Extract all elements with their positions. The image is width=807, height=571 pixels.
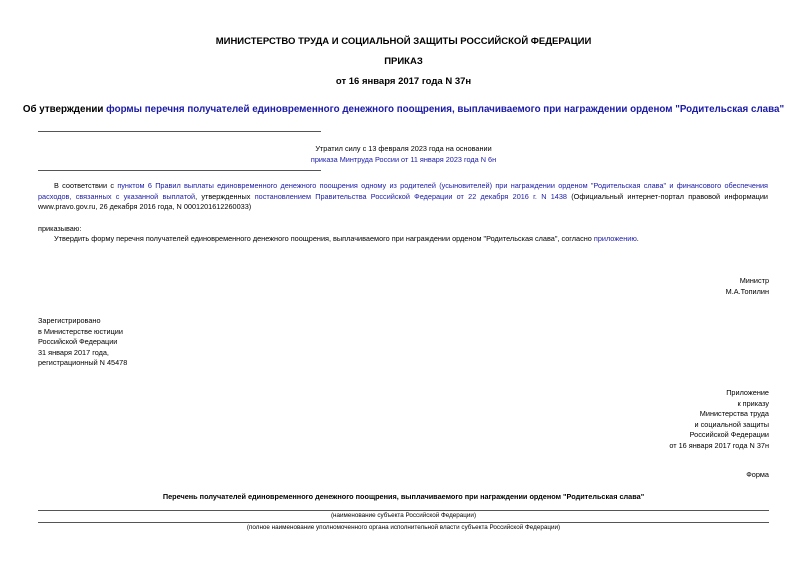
appendix-line: к приказу xyxy=(737,398,769,408)
authority-name-caption: (полное наименование уполномоченного органа исполнительной власти субъекта Российской Федерации) xyxy=(246,524,561,531)
subject-name-rule xyxy=(38,510,769,511)
status-top-rule xyxy=(38,131,321,132)
preamble-text: , утвержденных xyxy=(195,191,255,201)
doc-date-number: от 16 января 2017 года N 37н xyxy=(335,76,472,87)
ministry-heading: МИНИСТЕРСТВО ТРУДА И СОЦИАЛЬНОЙ ЗАЩИТЫ РОССИЙСКОЙ ФЕДЕРАЦИИ xyxy=(215,36,592,47)
resolution-link[interactable]: постановлением Правительства Российской Федерации от 22 декабря 2016 г. N 1438 xyxy=(254,191,567,201)
order-label: приказываю: xyxy=(38,224,82,233)
appendix-line: Российской Федерации xyxy=(689,430,769,440)
form-title: Перечень получателей единовременного денежного поощрения, выплачиваемого при награждении орденом "Родительская слава" xyxy=(162,492,645,501)
title-prefix: Об утверждении xyxy=(22,104,107,115)
preamble-text: (Официальный интернет-портал правовой информации www.pravo.gov.ru, 26 декабря 2016 года, N 0001201612260033) xyxy=(38,191,768,212)
title-form-link[interactable]: формы перечня получателей единовременного денежного поощрения, выплачиваемого при награждении орденом "Родительская слава" xyxy=(106,104,785,115)
registration-block xyxy=(38,316,127,369)
order-text: Утвердить форму перечня получателей единовременного денежного поощрения, выплачиваемого при награждении орденом "Родительская слава", согласно xyxy=(54,234,594,243)
appendix-line: Министерства труда xyxy=(699,409,769,419)
preamble-text: В соответствии с xyxy=(54,181,118,190)
appendix-link[interactable]: приложению xyxy=(593,234,637,243)
registration-line: Зарегистрировано xyxy=(38,316,101,325)
doc-type-heading: ПРИКАЗ xyxy=(384,56,423,67)
registration-line: регистрационный N 45478 xyxy=(38,358,128,368)
order-end: . xyxy=(636,234,639,243)
signature-role: Министр xyxy=(739,276,769,285)
signature-block xyxy=(726,276,769,297)
registration-line: Российской Федерации xyxy=(38,337,118,347)
status-note xyxy=(300,144,507,165)
appendix-line: от 16 января 2017 года N 37н xyxy=(669,440,769,450)
registration-line: в Министерстве юстиции xyxy=(38,326,123,336)
signature-name: М.А.Топилин xyxy=(725,286,769,296)
registration-line: 31 января 2017 года, xyxy=(38,347,109,357)
form-label: Форма xyxy=(746,470,769,479)
status-bottom-rule xyxy=(38,170,321,171)
appendix-line: и социальной защиты xyxy=(694,419,769,429)
document-title xyxy=(0,104,807,115)
preamble-paragraph xyxy=(38,181,768,213)
order-paragraph xyxy=(54,234,774,245)
appendix-line: Приложение xyxy=(726,388,769,397)
status-line: Утратил силу с 13 февраля 2023 года на основании xyxy=(315,144,492,153)
status-repeal-link[interactable]: приказа Минтруда России от 11 января 2023 года N 6н xyxy=(310,154,497,164)
appendix-block xyxy=(669,388,769,452)
rules-link[interactable]: пунктом 6 Правил выплаты единовременного денежного поощрения одному из родителей (усыновителей) при награждении орденом "Родительская слава" и финансового обеспечения расходов, связанных с указанной выплатой xyxy=(38,181,768,201)
subject-name-caption: (наименование субъекта Российской Федерации) xyxy=(330,512,477,519)
authority-name-rule xyxy=(38,522,769,523)
